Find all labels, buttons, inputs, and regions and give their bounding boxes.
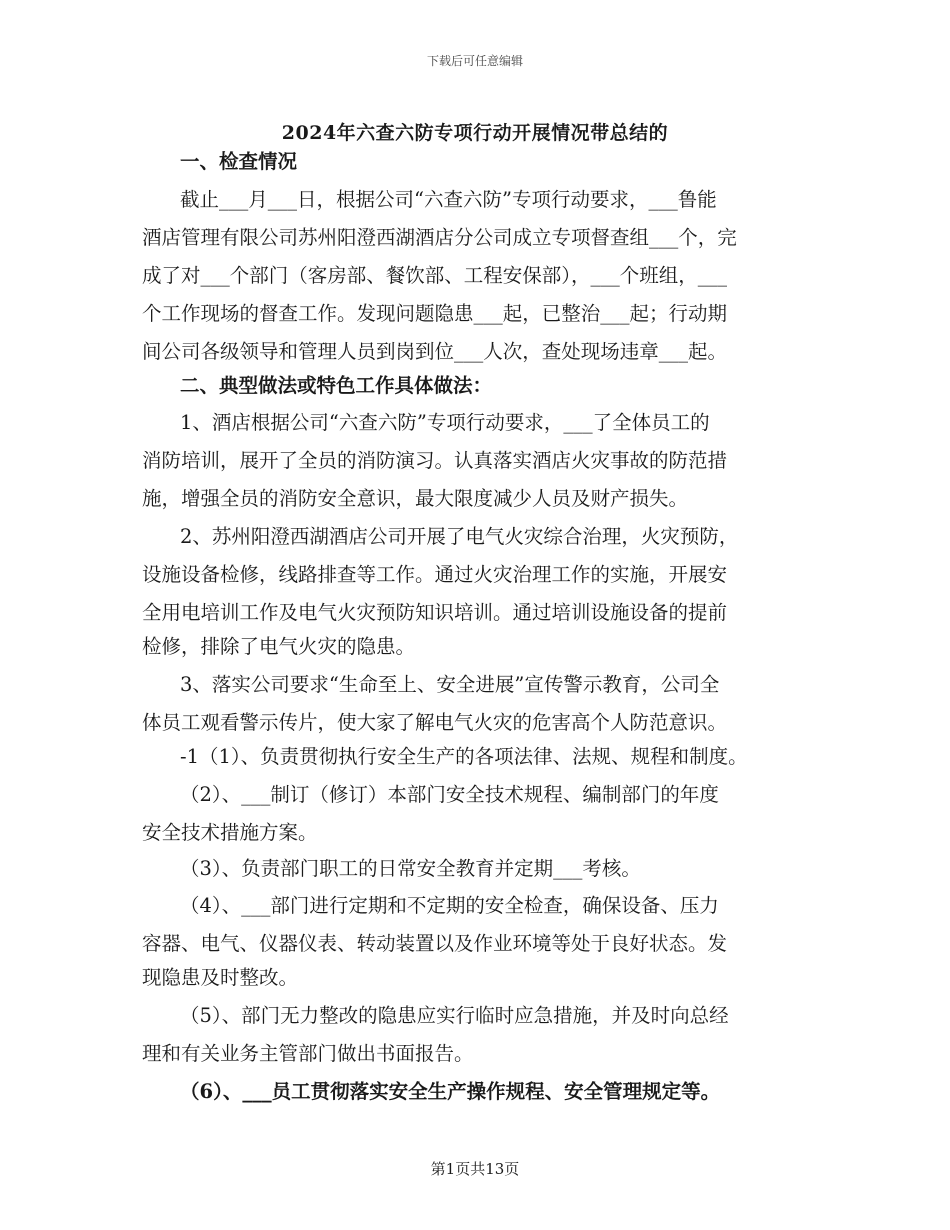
- paragraph-line: 酒店管理有限公司苏州阳澄西湖酒店分公司成立专项督查组___个，完: [142, 226, 737, 249]
- paragraph-line: 容器、电气、仪器仪表、转动装置以及作业环境等处于良好状态。发: [142, 932, 728, 955]
- paragraph-line: 截止___月___日，根据公司“六查六防”专项行动要求，___鲁能: [180, 188, 717, 211]
- paragraph-line: （5）、部门无力整改的隐患应实行临时应急措施，并及时向总经: [180, 1004, 729, 1027]
- paragraph-line: 安全技术措施方案。: [142, 821, 318, 844]
- paragraph-line: （4）、___部门进行定期和不定期的安全检查，确保设备、压力: [180, 894, 719, 917]
- paragraph-line: 2、苏州阳澄西湖酒店公司开展了电气火灾综合治理，火灾预防，: [180, 525, 739, 548]
- paragraph-line: 成了对___个部门（客房部、餐饮部、工程安保部），___个班组，___: [142, 264, 728, 287]
- paragraph-line: （2）、___制订（修订）本部门安全技术规程、编制部门的年度: [180, 783, 719, 806]
- paragraph-line-bold: （6）、___员工贯彻落实安全生产操作规程、安全管理规定等。: [180, 1080, 721, 1103]
- paragraph-line: 设施设备检修，线路排查等工作。通过火灾治理工作的实施，开展安: [142, 563, 728, 586]
- paragraph-line: 体员工观看警示传片，使大家了解电气火灾的危害高个人防范意识。: [142, 711, 728, 734]
- paragraph-line: 间公司各级领导和管理人员到岗到位___人次，查处现场违章___起。: [142, 340, 728, 363]
- paragraph-line: -1（1）、负责贯彻执行安全生产的各项法律、法规、规程和制度。: [180, 745, 748, 768]
- page-header-note: 下载后可任意编辑: [426, 54, 523, 68]
- section-heading-1: 一、检查情况: [180, 150, 298, 173]
- paragraph-line: 1、酒店根据公司“六查六防”专项行动要求，___了全体员工的: [180, 411, 710, 434]
- paragraph-line: 检修，排除了电气火灾的隐患。: [142, 635, 416, 658]
- paragraph-line: 全用电培训工作及电气火灾预防知识培训。通过培训设施设备的提前: [142, 601, 728, 624]
- paragraph-line: 施，增强全员的消防安全意识，最大限度减少人员及财产损失。: [142, 487, 689, 510]
- page-number: 第1页共13页: [430, 1160, 520, 1178]
- document-title: 2024年六查六防专项行动开展情况带总结的: [281, 122, 669, 144]
- paragraph-line: 理和有关业务主管部门做出书面报告。: [142, 1042, 474, 1065]
- paragraph-line: （3）、负责部门职工的日常安全教育并定期___考核。: [180, 857, 641, 880]
- section-heading-2: 二、典型做法或特色工作具体做法：: [180, 374, 493, 397]
- paragraph-line: 现隐患及时整改。: [142, 966, 299, 989]
- paragraph-line: 消防培训，展开了全员的消防演习。认真落实酒店火灾事故的防范措: [142, 449, 728, 472]
- paragraph-line: 个工作现场的督查工作。发现问题隐患___起，已整治___起；行动期: [142, 302, 728, 325]
- paragraph-line: 3、落实公司要求“生命至上、安全进展”宣传警示教育，公司全: [180, 673, 720, 696]
